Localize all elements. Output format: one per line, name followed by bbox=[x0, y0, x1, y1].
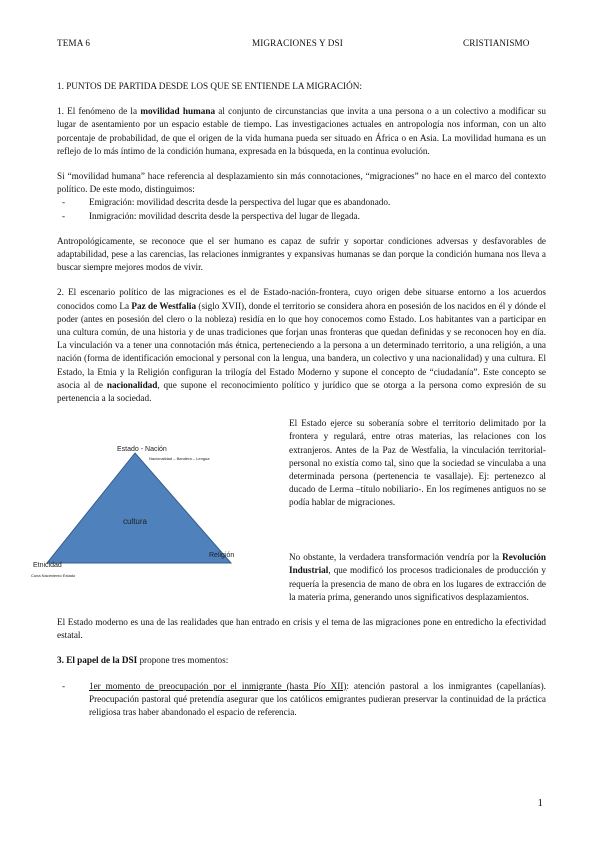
paragraph-movilidad: 1. El fenómeno de la movilidad humana al conjunto de circunstancias que invita a una persona o a un colectivo a modificar su lugar de asentamiento por un espacio estable de tiempo. Las investigaciones actuales en antropología nos informan, con un alto porcentaje de probabilidad, de que el origen de la vida humana pueda ser situado en África o en Asia. La movilidad humana es un reflejo de lo más íntimo de la condición humana, expresada en la búsqueda, en la continua evolución. bbox=[57, 106, 546, 156]
paragraph-escenario-politico: 2. El escenario político de las migraciones es el de Estado-nación-frontera, cuyo origen debe situarse entorno a los acuerdos conocidos como La Paz de Westfalia (siglo XVII), donde el territorio se considera ahora en posesión de los nacidos en él y dónde el poder (antes en posesión del clero o la nobleza) residía en lo que hoy conocemos como Estado. Los habitantes van a participar en una cultura común, de una historia y de unas tradiciones que forjan unas fronteras que quedan definidas y se reconocen hoy en día. La vinculación va a tener una connotación más étnica, perteneciendo a la persona a un determinado territorio, a una religión, a una nación (forma de identificación emocional y personal con la lengua, una bandera, un colectivo y una nacionalidad) y una cultura. El Estado, la Etnia y la Religión configuran la trilogía del Estado Moderno y supone el concepto de “ciudadanía”. Este concepto se asocia al de nacionalidad, que supone el reconocimiento político y jurídico que se otorga a la persona como expresión de su pertenencia a la sociedad. bbox=[57, 287, 546, 404]
figure-side-text bbox=[289, 417, 546, 521]
definitions-list bbox=[57, 196, 546, 222]
list-item-emigracion: - Emigración: movilidad descrita desde la perspectiva del lugar que es abandonado. bbox=[57, 196, 546, 209]
list-item-inmigracion: - Inmigración: movilidad descrita desde la perspectiva del lugar de llegada. bbox=[57, 210, 546, 223]
label-etnicidad: Etnicidad bbox=[33, 562, 62, 570]
paragraph-dsi: 3. El papel de la DSI propone tres momentos: bbox=[57, 655, 229, 666]
header-right: CRISTIANISMO bbox=[463, 38, 530, 48]
paragraph-revolucion-industrial: No obstante, la verdadera transformación vendría por la Revolución Industrial, que modificó los procesos tradicionales de producción y requería la presencia de mano de obra en los lugares de extracción de la materia prima, generando unos significativos desplazamientos. bbox=[289, 552, 546, 602]
figure-row bbox=[31, 417, 546, 603]
label-religion: Religión bbox=[209, 552, 235, 560]
header-left: TEMA 6 bbox=[57, 38, 91, 48]
paragraph-estado-moderno: El Estado moderno es una de las realidades que han entrado en crisis y el tema de las migraciones pone en entredicho la efectividad estatal. bbox=[57, 617, 546, 641]
list-item-primer-momento: - 1er momento de preocupación por el inmigrante (hasta Pío XII): atención pastoral a los inmigrantes (capellanías). Preocupación pastoral qué pretendía asegurar que los católicos emigrantes pudieran preservar la continuidad de la práctica religiosa tras haber abandonado el espacio de referencia. bbox=[62, 680, 546, 718]
document-body bbox=[31, 80, 546, 719]
triangle-shape bbox=[47, 453, 231, 563]
paragraph-soberania: El Estado ejerce su soberanía sobre el territorio delimitado por la frontera y regulará, entre otras materias, las relaciones con los extranjeros. Antes de la Paz de Westfalia, la vinculación territorial-personal no existía como tal, sino que la sociedad se vinculaba a una determinada persona (pertenencia te vasallaje). Ej: pertenezco al ducado de Lerma –título nobiliario-. En los regímenes antiguos no se podía hablar de migraciones. bbox=[289, 418, 546, 508]
page-number: 1 bbox=[537, 797, 543, 809]
paragraph-definitions: Si “movilidad humana” hace referencia al desplazamiento sin más connotaciones, “migraciones” no hace en el marco del contexto político. De este modo, distinguimos: bbox=[57, 171, 546, 195]
paragraph-antropologia: Antropológicamente, se reconoce que el ser humano es capaz de sufrir y soportar condiciones adversas y desfavorables de adaptabilidad, pese a las carencias, las relaciones inmigrantes y expansivas humanas se dan porque la condición humana nos lleva a buscar siempre mejores modos de vivir. bbox=[57, 235, 546, 273]
label-estado-nacion: Estado - Nación bbox=[117, 446, 167, 454]
label-cultura: cultura bbox=[122, 517, 148, 527]
label-estado-nacion-sub: Nacionalidad – Bandera – Lengua bbox=[149, 456, 210, 462]
label-etnicidad-sub: Cuna Nacimiento Estado bbox=[31, 573, 76, 579]
section-1-title: 1. PUNTOS DE PARTIDA DESDE LOS QUE SE ENTIENDE LA MIGRACIÓN: bbox=[57, 81, 362, 91]
header-center: MIGRACIONES Y DSI bbox=[252, 38, 343, 48]
triangle-diagram bbox=[31, 429, 261, 589]
